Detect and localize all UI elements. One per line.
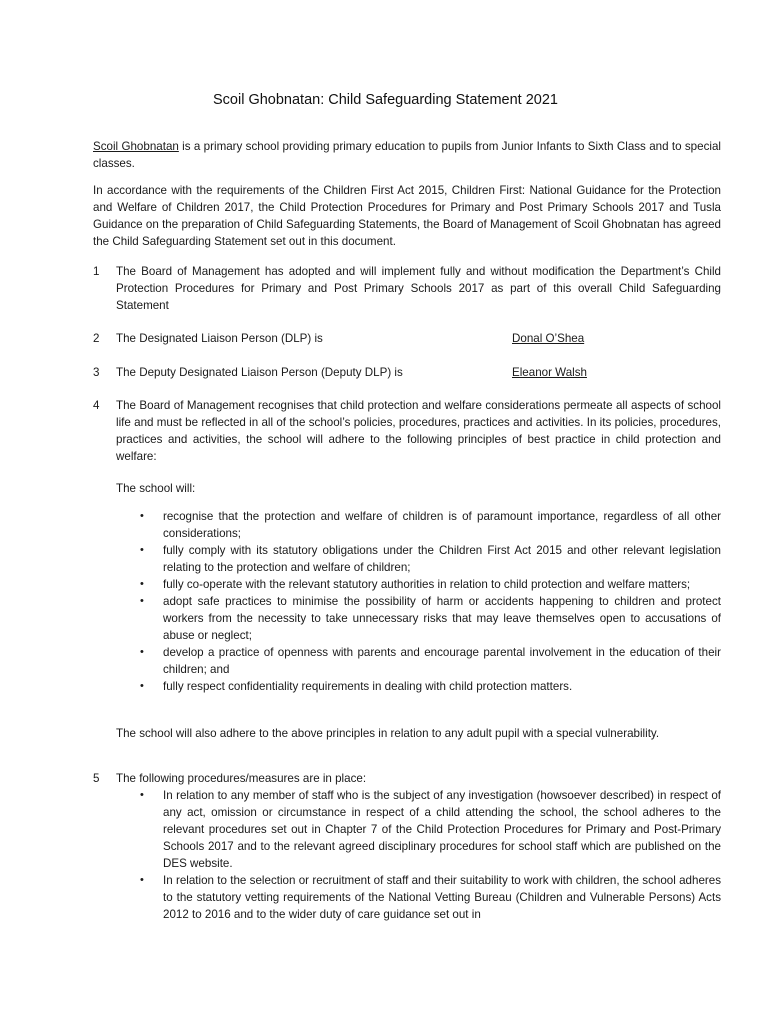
- bullet-icon: •: [140, 578, 144, 590]
- dlp-name: Donal O’Shea: [512, 332, 585, 345]
- intro-paragraph: [93, 138, 721, 172]
- item-text: The Board of Management has adopted and will implement fully and without modification the Department’s Child Protection Procedures for Primary and Post Primary Schools 2017 as part of this overall Child Safeguarding Statement: [116, 265, 721, 312]
- item-text: The Deputy Designated Liaison Person (Deputy DLP) is: [116, 366, 403, 379]
- item-number: 2: [93, 332, 100, 345]
- item-number: 3: [93, 366, 100, 379]
- bullet-icon: •: [140, 544, 144, 556]
- bullet-icon: •: [140, 595, 144, 607]
- bullet-icon: •: [140, 680, 144, 692]
- item-text: The Designated Liaison Person (DLP) is: [116, 332, 323, 345]
- procedures-list: [138, 787, 721, 923]
- item-text: The Board of Management recognises that child protection and welfare considerations permeate all aspects of school life and must be reflected in all of the school’s policies, procedures, practices and activities. In its policies, procedures, practices and activities, the school will adhere to the following principles of best practice in child protection and welfare:: [116, 399, 721, 463]
- list-item: • In relation to the selection or recruitment of staff and their suitability to work with children, the school adheres to the statutory vetting requirements of the National Vetting Bureau (Children and Vulnerable Persons) Acts 2012 to 2016 and to the wider duty of care guidance set out in: [140, 874, 721, 921]
- list-item: • fully co-operate with the relevant statutory authorities in relation to child protection and welfare matters;: [140, 578, 691, 591]
- bullet-icon: •: [140, 646, 144, 658]
- bullet-icon: •: [140, 510, 144, 522]
- list-item: • develop a practice of openness with parents and encourage parental involvement in the education of their children; and: [140, 646, 721, 676]
- deputy-dlp-name: Eleanor Walsh: [512, 366, 587, 379]
- principles-list: [138, 508, 721, 695]
- list-item: • In relation to any member of staff who is the subject of any investigation (howsoever described) in respect of any act, omission or circumstance in respect of a child attending the school, the school adheres to the relevant procedures set out in Chapter 7 of the Child Protection Procedures for Primary and Post-Primary Schools 2017 and to the relevant agreed disciplinary procedures for school staff which are published on the DES website.: [140, 789, 721, 870]
- bullet-icon: •: [140, 789, 144, 801]
- list-item: • fully comply with its statutory obligations under the Children First Act 2015 and other relevant legislation relating to the protection and welfare of children;: [140, 544, 721, 574]
- bullet-icon: •: [140, 874, 144, 886]
- item-number: 5: [93, 772, 100, 785]
- intro-text: is a primary school providing primary education to pupils from Junior Infants to Sixth Class and to special classes.: [93, 140, 721, 170]
- school-name: Scoil Ghobnatan: [93, 140, 179, 153]
- school-will-heading: The school will:: [116, 482, 196, 495]
- list-item: • fully respect confidentiality requirements in dealing with child protection matters.: [140, 680, 573, 693]
- item-text: The following procedures/measures are in place:: [116, 772, 367, 785]
- adult-pupil-paragraph: The school will also adhere to the above principles in relation to any adult pupil with a special vulnerability.: [116, 727, 660, 740]
- accordance-paragraph: In accordance with the requirements of the Children First Act 2015, Children First: National Guidance for the Protection and Welfare of Children 2017, the Child Protection Procedures for Primary and Post Primary Schools 2017 and Tusla Guidance on the preparation of Child Safeguarding Statements, the Board of Management of Scoil Ghobnatan has agreed the Child Safeguarding Statement set out in this document.: [93, 184, 721, 248]
- list-item: • adopt safe practices to minimise the possibility of harm or accidents happening to children and protect workers from the necessity to take unnecessary risks that may leave themselves open to accusations of abuse or neglect;: [140, 595, 721, 642]
- item-number: 1: [93, 265, 100, 278]
- list-item: • recognise that the protection and welfare of children is of paramount importance, regardless of all other considerations;: [140, 510, 721, 540]
- page-title: Scoil Ghobnatan: Child Safeguarding Statement 2021: [212, 92, 558, 108]
- item-number: 4: [93, 399, 100, 412]
